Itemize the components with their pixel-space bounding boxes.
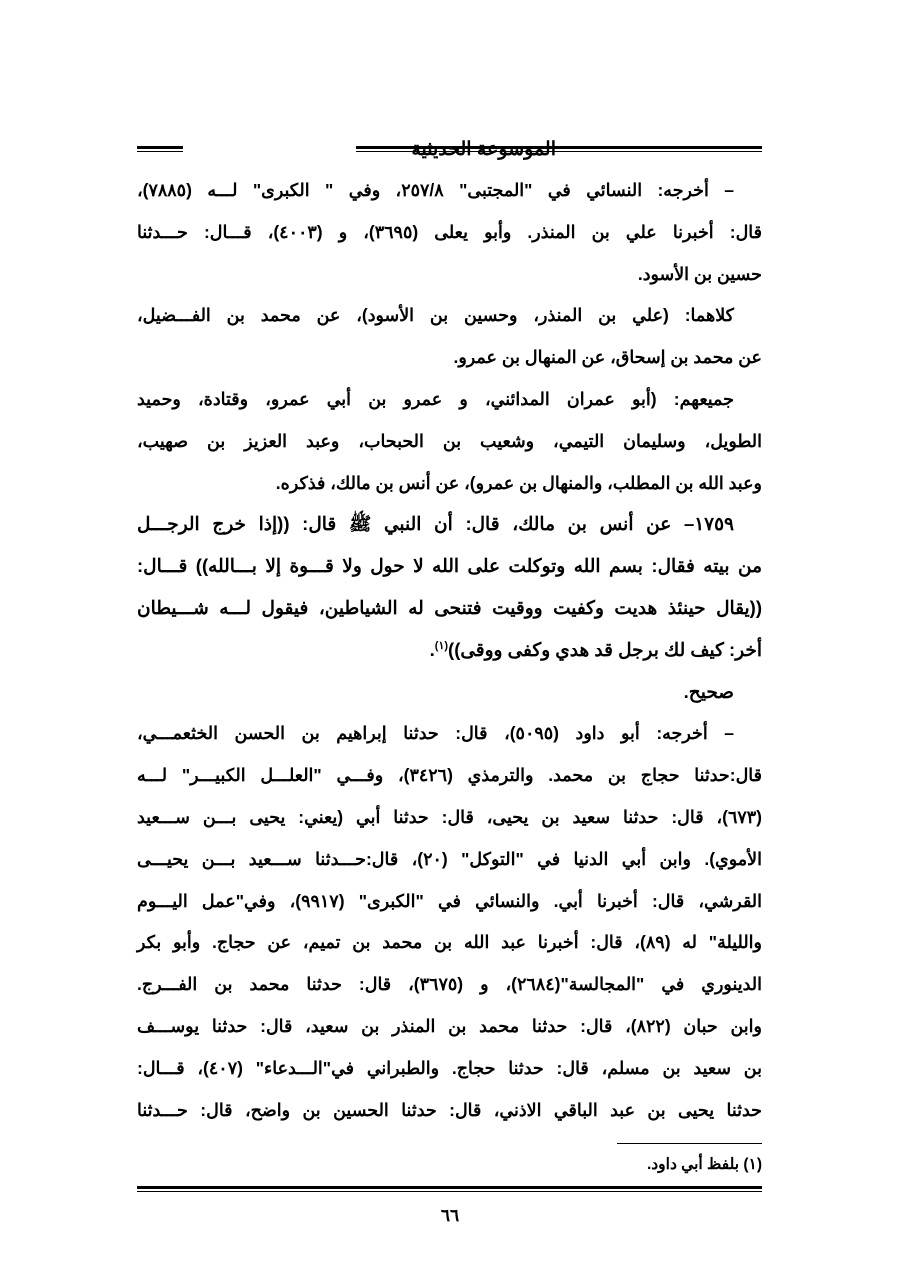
- line-text: وعبد الله بن المطلب، والمنهال بن عمرو)، عن أنس بن مالك، فذكره.: [275, 472, 762, 493]
- line-text: بن سعيد بن مسلم، قال: حدثنا حجاج. والطبراني في"الـــدعاء" (٤٠٧)، قـــال:: [137, 1057, 762, 1078]
- text-line: [137, 881, 762, 923]
- line-text: والليلة" له (٨٩)، قال: أخبرنا عبد الله بن محمد بن تميم، عن حجاج. وأبو بكر: [137, 932, 762, 953]
- line-text: الطويل، وسليمان التيمي، وشعيب بن الحبحاب، وعبد العزيز بن صهيب،: [137, 430, 762, 451]
- text-line: [137, 1048, 762, 1090]
- text-line: [137, 463, 762, 505]
- line-text: أخر: كيف لك برجل قد هدي وكفى ووقى)): [448, 638, 762, 660]
- line-text: من بيته فقال: بسم الله وتوكلت على الله لا حول ولا قـــوة إلا بـــالله)) قـــال:: [137, 555, 762, 577]
- hadith-line: [137, 504, 762, 546]
- running-header: [137, 136, 762, 166]
- footnote-ref[interactable]: (١): [434, 639, 449, 652]
- body-text: [137, 170, 762, 1131]
- header-rule-left: [137, 146, 183, 152]
- line-text: ١٧٥٩– عن أنس بن مالك، قال: أن النبي ﷺ قال: ((إذا خرج الرجـــل: [137, 513, 734, 535]
- header-title: الموسوعة الحديثية: [411, 139, 556, 160]
- text-line: [137, 337, 762, 379]
- text-line: [137, 922, 762, 964]
- line-text: القرشي، قال: أخبرنا أبي. والنسائي في "الكبرى" (٩٩١٧)، وفي"عمل اليـــوم: [137, 890, 762, 911]
- text-line: [137, 170, 762, 212]
- line-text: كلاهما: (علي بن المنذر، وحسين بن الأسود)، عن محمد بن الفـــضيل،: [137, 305, 734, 326]
- hadith-line: [137, 588, 762, 630]
- hadith-line: [137, 672, 762, 714]
- text-line: [137, 421, 762, 463]
- line-text: ((يقال حينئذ هديت وكفيت ووقيت فتنحى له الشياطين، فيقول لـــه شـــيطان: [137, 596, 762, 618]
- line-text: عن محمد بن إسحاق، عن المنهال بن عمرو.: [453, 347, 762, 368]
- line-text: صحيح.: [683, 680, 734, 702]
- line-text: – أخرجه: أبو داود (٥٠٩٥)، قال: حدثنا إبراهيم بن الحسن الخثعمـــي،: [137, 723, 735, 744]
- hadith-line: [137, 546, 762, 588]
- footer-rule: [137, 1186, 762, 1192]
- line-text: (٦٧٣)، قال: حدثنا سعيد بن يحيى، قال: حدثنا أبي (يعني: يحيى بـــن ســـعيد: [137, 806, 762, 827]
- line-text: قال:حدثنا حجاج بن محمد. والترمذي (٣٤٢٦)، وفـــي "العلـــل الكبيـــر" لـــه: [137, 765, 762, 786]
- line-text: قال: أخبرنا علي بن المنذر. وأبو يعلى (٣٦٩٥)، و (٤٠٠٣)، قـــال: حـــدثنا: [137, 221, 762, 242]
- footnote-separator: [617, 1143, 762, 1144]
- page-number: ٦٦: [440, 1206, 460, 1225]
- text-line: [137, 1006, 762, 1048]
- line-punctuation: .: [429, 638, 435, 660]
- line-text: – أخرجه: النسائي في "المجتبى" ٢٥٧/٨، وفي " الكبرى" لـــه (٧٨٨٥)،: [137, 180, 734, 200]
- text-line: [137, 379, 762, 421]
- text-line: [137, 755, 762, 797]
- line-text: الدينوري في "المجالسة"(٢٦٨٤)، و (٣٦٧٥)، قال: حدثنا محمد بن الفـــرج.: [137, 974, 762, 995]
- text-line: [137, 713, 762, 755]
- text-line: [137, 212, 762, 254]
- text-line: [137, 1090, 762, 1132]
- text-line: [137, 839, 762, 881]
- text-line: [137, 295, 762, 337]
- line-text: حسين بن الأسود.: [637, 263, 762, 284]
- footnote: (١) بلفظ أبي داود.: [646, 1156, 762, 1173]
- text-line: [137, 964, 762, 1006]
- line-text: حدثنا يحيى بن عبد الباقي الاذني، قال: حدثنا الحسين بن واضح، قال: حـــدثنا: [137, 1099, 762, 1120]
- hadith-line: [137, 630, 762, 672]
- text-line: [137, 797, 762, 839]
- line-text: جميعهم: (أبو عمران المدائني، و عمرو بن أبي عمرو، وقتادة، وحميد: [137, 388, 734, 409]
- line-text: الأموي). وابن أبي الدنيا في "التوكل" (٢٠)، قال:حـــدثنا ســـعيد بـــن يحيـــى: [137, 848, 762, 869]
- text-line: [137, 254, 762, 296]
- line-text: وابن حبان (٨٢٢)، قال: حدثنا محمد بن المنذر بن سعيد، قال: حدثنا يوســـف: [137, 1015, 762, 1036]
